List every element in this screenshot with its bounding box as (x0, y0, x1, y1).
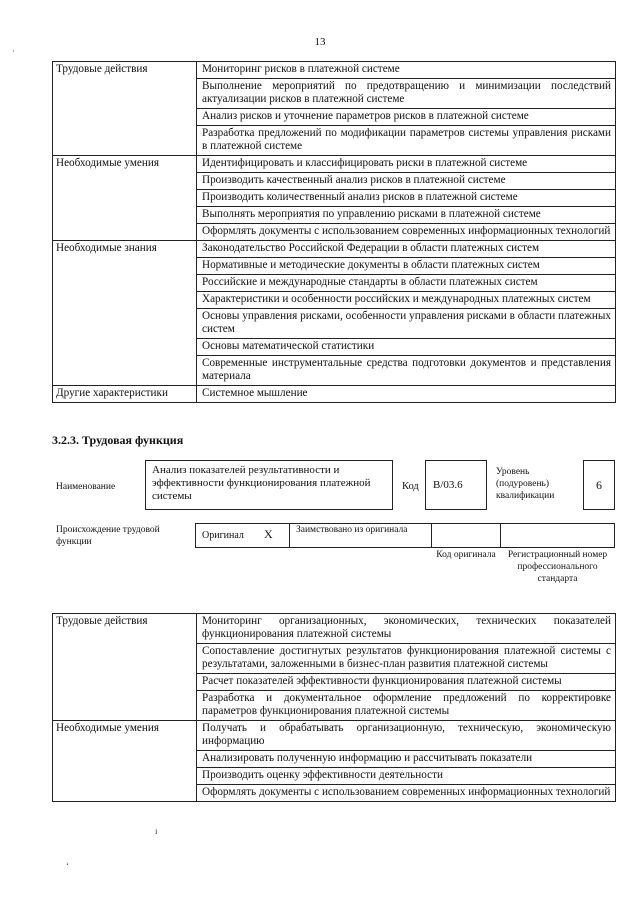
item-cell: Расчет показателей эффективности функционирования платежной системы (197, 674, 616, 691)
item-cell: Характеристики и особенности российских и международных платежных систем (197, 292, 616, 309)
category-cell: Другие характеристики (53, 386, 197, 403)
item-cell: Оформлять документы с использованием современных информационных технологий (197, 224, 616, 241)
category-cell: Трудовые действия (53, 614, 197, 721)
borrowed-label: Заимствовано из оригинала (296, 525, 408, 535)
item-cell: Оформлять документы с использованием современных информационных технологий (197, 785, 616, 802)
category-cell: Необходимые умения (53, 156, 197, 241)
category-cell: Необходимые знания (53, 241, 197, 386)
item-cell: Разработка и документальное оформление предложений по корректировке параметров функционирования платежной системы (197, 691, 616, 721)
table-row (53, 241, 616, 258)
level-label: Уровень (подуровень) квалификации (496, 467, 555, 501)
origin-label: Происхождение трудовой функции (56, 525, 160, 547)
name-value: Анализ показателей результативности и эффективности функционирования платежной системы (152, 464, 371, 502)
page-number: 13 (314, 36, 326, 48)
labor-function-table-1 (52, 61, 616, 403)
item-cell: Производить оценку эффективности деятельности (197, 768, 616, 785)
original-mark: X (264, 527, 273, 541)
item-cell: Выполнение мероприятий по предотвращению и минимизации последствий актуализации рисков в платежной системе (197, 79, 616, 109)
item-cell: Современные инструментальные средства подготовки документов и представления материала (197, 356, 616, 386)
category-cell: Необходимые умения (53, 721, 197, 802)
name-label: Наименование (56, 482, 116, 492)
code-original-cell (431, 523, 501, 548)
section-heading: 3.2.3. Трудовая функция (52, 433, 184, 447)
item-cell: Законодательство Российской Федерации в области платежных систем (197, 241, 616, 258)
table-row (53, 156, 616, 173)
table-row (53, 721, 616, 751)
code-value: B/03.6 (433, 479, 463, 491)
item-cell: Выполнять мероприятия по управлению рисками в платежной системе (197, 207, 616, 224)
item-cell: Получать и обрабатывать организационную, техническую, экономическую информацию (197, 721, 616, 751)
item-cell: Российские и международные стандарты в области платежных систем (197, 275, 616, 292)
item-cell: Мониторинг рисков в платежной системе (197, 62, 616, 79)
scan-mark: ʻ (66, 861, 69, 871)
item-cell: Мониторинг организационных, экономических, технических показателей функционирования платежной системы (197, 614, 616, 644)
item-cell: Основы управления рисками, особенности управления рисками в области платежных систем (197, 309, 616, 339)
reg-number-caption: Регистрационный номер профессионального стандарта (507, 550, 608, 584)
item-cell: Идентифицировать и классифицировать риски в платежной системе (197, 156, 616, 173)
table-row (53, 62, 616, 79)
item-cell: Производить количественный анализ рисков в платежной системе (197, 190, 616, 207)
code-label: Код (402, 481, 419, 492)
level-value: 6 (596, 478, 602, 492)
reg-number-cell (500, 523, 615, 548)
scan-mark: · (12, 46, 15, 56)
category-cell: Трудовые действия (53, 62, 197, 156)
item-cell: Анализ рисков и уточнение параметров рисков в платежной системе (197, 109, 616, 126)
code-original-caption: Код оригинала (436, 550, 496, 560)
labor-function-table-2 (52, 613, 616, 802)
original-label: Оригинал (202, 530, 244, 541)
table-row (53, 614, 616, 644)
item-cell: Основы математической статистики (197, 339, 616, 356)
item-cell: Анализировать полученную информацию и рассчитывать показатели (197, 751, 616, 768)
table-row (53, 386, 616, 403)
item-cell: Нормативные и методические документы в области платежных систем (197, 258, 616, 275)
item-cell: Системное мышление (197, 386, 616, 403)
scan-mark: ı (155, 826, 158, 836)
item-cell: Сопоставление достигнутых результатов функционирования платежной системы с результатами, заложенными в бизнес-план развития платежной системы (197, 644, 616, 674)
item-cell: Разработка предложений по модификации параметров системы управления рисками в платежной системе (197, 126, 616, 156)
item-cell: Производить качественный анализ рисков в платежной системе (197, 173, 616, 190)
